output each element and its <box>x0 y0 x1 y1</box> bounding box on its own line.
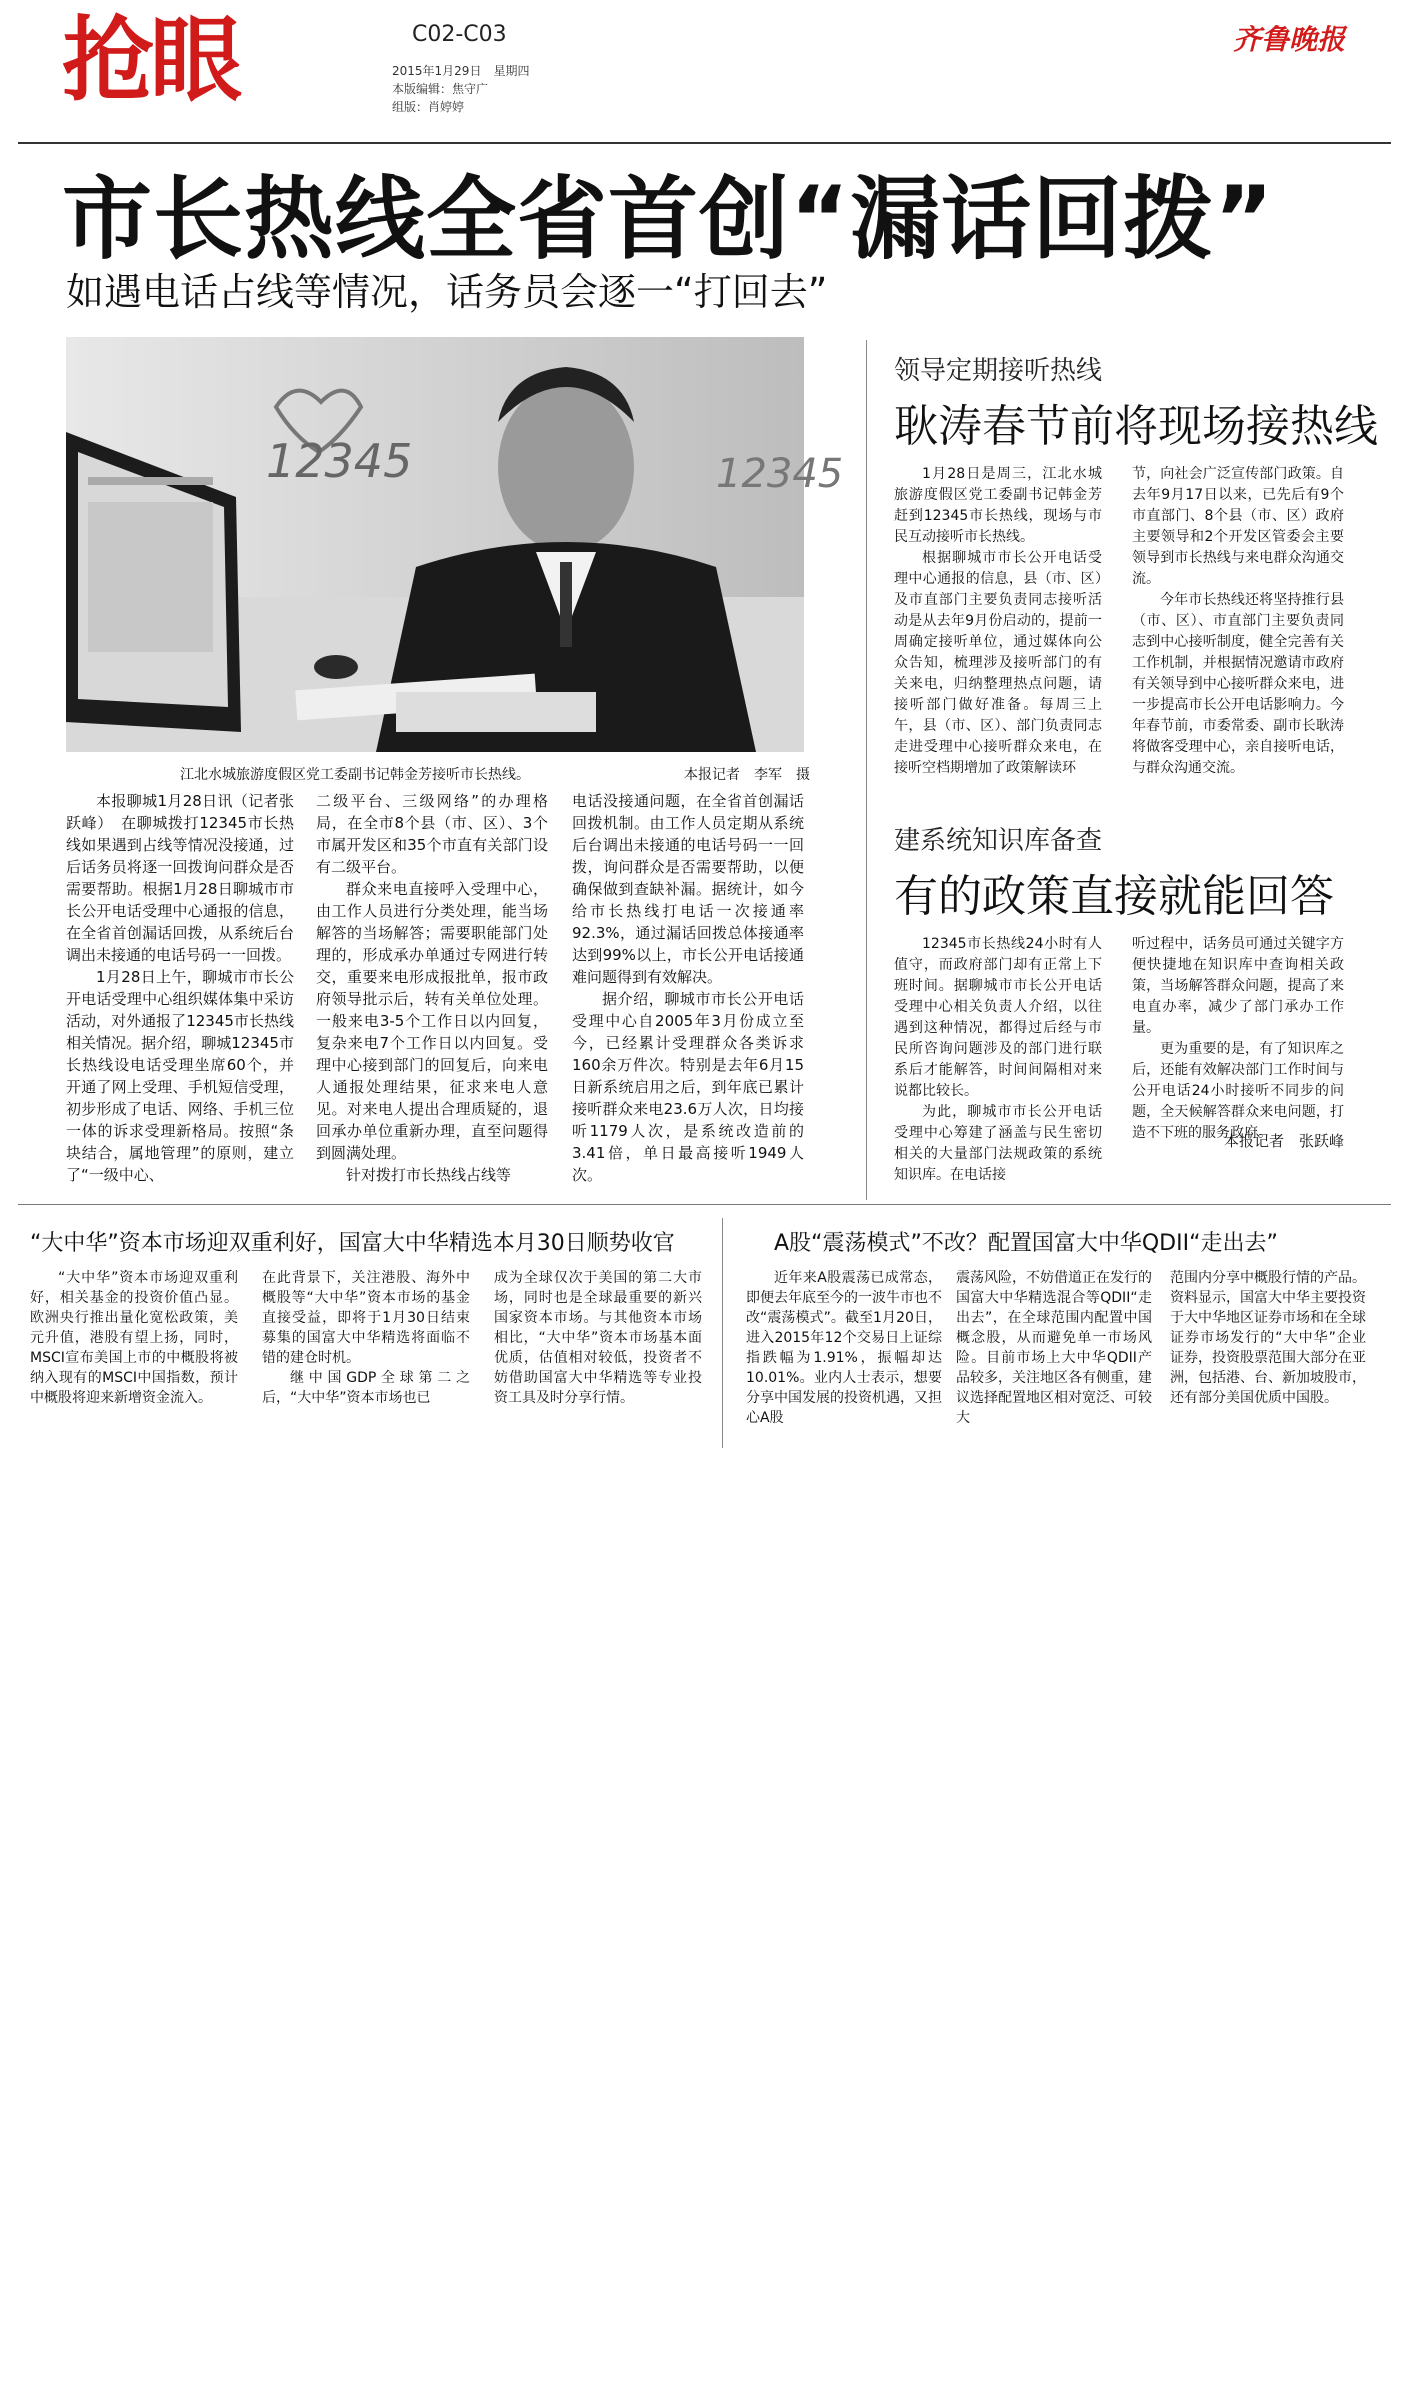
side2-col2 <box>1132 934 1344 1144</box>
side1-col1 <box>894 464 1102 779</box>
paragraph: 12345市长热线24小时有人值守，而政府部门却有正常上下班时间。据聊城市市长公开电话受理中心相关负责人介绍，以往遇到这种情况，都得过后经与市民所咨询问题涉及的部门进行联系后才能解答，时间间隔相对来说都比较长。 <box>894 936 1102 1099</box>
paragraph: 震荡风险，不妨借道正在发行的国富大中华精选混合等QDII“走出去”，在全球范围内配置中国概念股，从而避免单一市场风险。目前市场上大中华QDII产品较多，关注地区各有侧重，建议选择配置地区相对宽泛、可较大 <box>956 1270 1152 1426</box>
paragraph: 1月28日上午，聊城市市长公开电话受理中心组织媒体集中采访活动，对外通报了12345市长热线相关情况。据介绍，聊城12345市长热线设电话受理坐席60个，并开通了网上受理、手机短信受理，初步形成了电话、网络、手机三位一体的诉求受理新格局。按照“条块结合，属地管理”的原则，建立了“一级中心、 <box>66 968 294 1184</box>
page-editor: 本版编辑：焦守广 <box>392 82 489 96</box>
bottom-right-col3 <box>1170 1268 1366 1408</box>
paragraph: 成为全球仅次于美国的第二大市场，同时也是全球最重要的新兴国家资本市场。与其他资本市场相比，“大中华”资本市场基本面优质，估值相对较低，投资者不妨借助国富大中华精选等专业投资工具及时分享行情。 <box>494 1270 702 1406</box>
main-headline: 市长热线全省首创“漏话回拨” <box>62 167 1275 272</box>
photo-credit: 本报记者 李军 摄 <box>684 767 810 783</box>
side2-credit: 本报记者 张跃峰 <box>1223 1132 1344 1150</box>
bottom-left-col2 <box>262 1268 470 1408</box>
newspaper-brand: 齐鲁晚报 <box>1232 23 1345 56</box>
paragraph: 范围内分享中概股行情的产品。资料显示，国富大中华主要投资于大中华地区证券市场和在全球证券市场发行的“大中华”企业证券，投资股票范围大部分在亚洲，包括港、台、新加坡股市，还有部分美国优质中国股。 <box>1170 1270 1366 1406</box>
bottom-right-title: A股“震荡模式”不改？配置国富大中华QDII“走出去” <box>774 1231 1278 1256</box>
side2-col1 <box>894 934 1102 1186</box>
bottom-left-col3 <box>494 1268 702 1408</box>
paragraph: 更为重要的是，有了知识库之后，还能有效解决部门工作时间与公开电话24小时接听不同步的问题，全天候解答群众来电问题，打造不下班的服务政府。 <box>1132 1041 1344 1141</box>
news-photo <box>66 337 844 752</box>
section-logo: 抢眼 <box>62 7 239 114</box>
side1-col2 <box>1132 464 1344 779</box>
side2-title: 有的政策直接就能回答 <box>894 871 1334 922</box>
main-article-col3 <box>572 790 804 1186</box>
main-article-col1 <box>66 790 294 1186</box>
page-range: C02-C03 <box>412 22 507 47</box>
bottom-right-col2 <box>956 1268 1152 1428</box>
paragraph: 本报聊城1月28日讯（记者张跃峰） 在聊城拨打12345市长热线如果遇到占线等情况没接通，过后话务员将逐一回拨询问群众是否需要帮助。根据1月28日聊城市市长公开电话受理中心通报的信息，在全省首创漏话回拨，从系统后台调出未接通的电话号码一一回拨。 <box>66 792 294 964</box>
photo-sign-left: 12345 <box>266 434 413 488</box>
paragraph: 为此，聊城市市长公开电话受理中心筹建了涵盖与民生密切相关的大量部门法规政策的系统知识库。在电话接 <box>894 1104 1102 1183</box>
paragraph: 节，向社会广泛宣传部门政策。自去年9月17日以来，已先后有9个市直部门、8个县（市、区）政府主要领导和2个开发区管委会主要领导到市长热线与来电群众沟通交流。 <box>1132 466 1344 587</box>
paragraph: 近年来A股震荡已成常态，即便去年底至今的一波牛市也不改“震荡模式”。截至1月20日，进入2015年12个交易日上证综指跌幅为1.91%，振幅却达10.01%。业内人士表示，想要分享中国发展的投资机遇，又担心A股 <box>746 1270 942 1426</box>
paragraph: 针对拨打市长热线占线等 <box>346 1166 512 1184</box>
bottom-left-title: “大中华”资本市场迎双重利好，国富大中华精选本月30日顺势收官 <box>30 1231 675 1256</box>
paragraph: 根据聊城市市长公开电话受理中心通报的信息，县（市、区）及市直部门主要负责同志接听活动是从去年9月份启动的，提前一周确定接听单位，通过媒体向公众告知，梳理涉及接听部门的有关来电，归纳整理热点问题，请接听部门做好准备。每周三上午，县（市、区）、部门负责同志走进受理中心接听群众来电，在接听空档期增加了政策解读环 <box>894 550 1102 776</box>
bottom-divider <box>18 1204 1391 1205</box>
paragraph: 电话没接通问题，在全省首创漏话回拨机制。由工作人员定期从系统后台调出未接通的电话号码一一回拨，询问群众是否需要帮助，以便确保做到查缺补漏。据统计，如今给市长热线打电话一次接通率92.3%，通过漏话回拨总体接通率达到99%以上，市长公开电话接通难问题得到有效解决。 <box>572 792 804 986</box>
bottom-right-col1 <box>746 1268 942 1428</box>
paragraph: 听过程中，话务员可通过关键字方便快捷地在知识库中查询相关政策，当场解答群众问题，提高了来电直办率，减少了部门承办工作量。 <box>1132 936 1344 1036</box>
side2-kicker: 建系统知识库备查 <box>894 826 1103 856</box>
paragraph: 据介绍，聊城市市长公开电话受理中心自2005年3月份成立至今，已经累计受理群众各类诉求160余万件次。特别是去年6月15日新系统启用之后，到年底已累计接听群众来电23.6万人次，日均接听1179人次，是系统改造前的3.41倍，单日最高接听1949人次。 <box>572 990 804 1184</box>
side1-kicker: 领导定期接听热线 <box>894 356 1103 386</box>
bottom-left-col1 <box>30 1268 238 1408</box>
issue-date: 2015年1月29日 星期四 <box>392 64 530 78</box>
photo-caption-row <box>180 764 810 784</box>
photo-illustration <box>66 337 844 752</box>
column-divider <box>722 1218 723 1448</box>
side1-title: 耿涛春节前将现场接热线 <box>894 401 1378 452</box>
header-rule <box>18 142 1391 144</box>
column-divider <box>866 340 867 1200</box>
paragraph: 继中国GDP全球第二之后，“大中华”资本市场也已 <box>262 1370 470 1406</box>
layout-editor: 组版：肖婷婷 <box>392 100 465 114</box>
paragraph: 1月28日是周三，江北水城旅游度假区党工委副书记韩金芳赶到12345市长热线，现场与市民互动接听市长热线。 <box>894 466 1102 545</box>
main-subheadline: 如遇电话占线等情况，话务员会逐一“打回去” <box>66 270 828 314</box>
photo-sign-right: 12345 <box>716 451 844 497</box>
paragraph: 群众来电直接呼入受理中心，由工作人员进行分类处理，能当场解答的当场解答；需要职能部门处理的，形成承办单通过专网进行转交，重要来电形成报批单，报市政府领导批示后，转有关单位处理。一般来电3-5个工作日以内回复，复杂来电7个工作日以内回复。受理中心接到部门的回复后，向来电人通报处理结果，征求来电人意见。对来电人提出合理质疑的，退回承办单位重新办理，直至问题得到圆满处理。 <box>316 880 548 1162</box>
paragraph: 在此背景下，关注港股、海外中概股等“大中华”资本市场的基金直接受益，即将于1月30日结束募集的国富大中华精选将面临不错的建仓时机。 <box>262 1270 470 1366</box>
paragraph: 二级平台、三级网络”的办理格局，在全市8个县（市、区）、3个市属开发区和35个市直有关部门设有二级平台。 <box>316 792 548 876</box>
photo-caption: 江北水城旅游度假区党工委副书记韩金芳接听市长热线。 <box>180 767 530 783</box>
paragraph: “大中华”资本市场迎双重利好，相关基金的投资价值凸显。欧洲央行推出量化宽松政策，美元升值，港股有望上扬，同时，MSCI宣布美国上市的中概股将被纳入现有的MSCI中国指数，预计中概股将迎来新增资金流入。 <box>30 1270 238 1406</box>
main-article-col2 <box>316 790 548 1186</box>
paragraph: 今年市长热线还将坚持推行县（市、区）、市直部门主要负责同志到中心接听制度，健全完善有关工作机制，并根据情况邀请市政府有关领导到中心接听群众来电，进一步提高市长公开电话影响力。今年春节前，市委常委、副市长耿涛将做客受理中心，亲自接听电话，与群众沟通交流。 <box>1132 592 1344 776</box>
